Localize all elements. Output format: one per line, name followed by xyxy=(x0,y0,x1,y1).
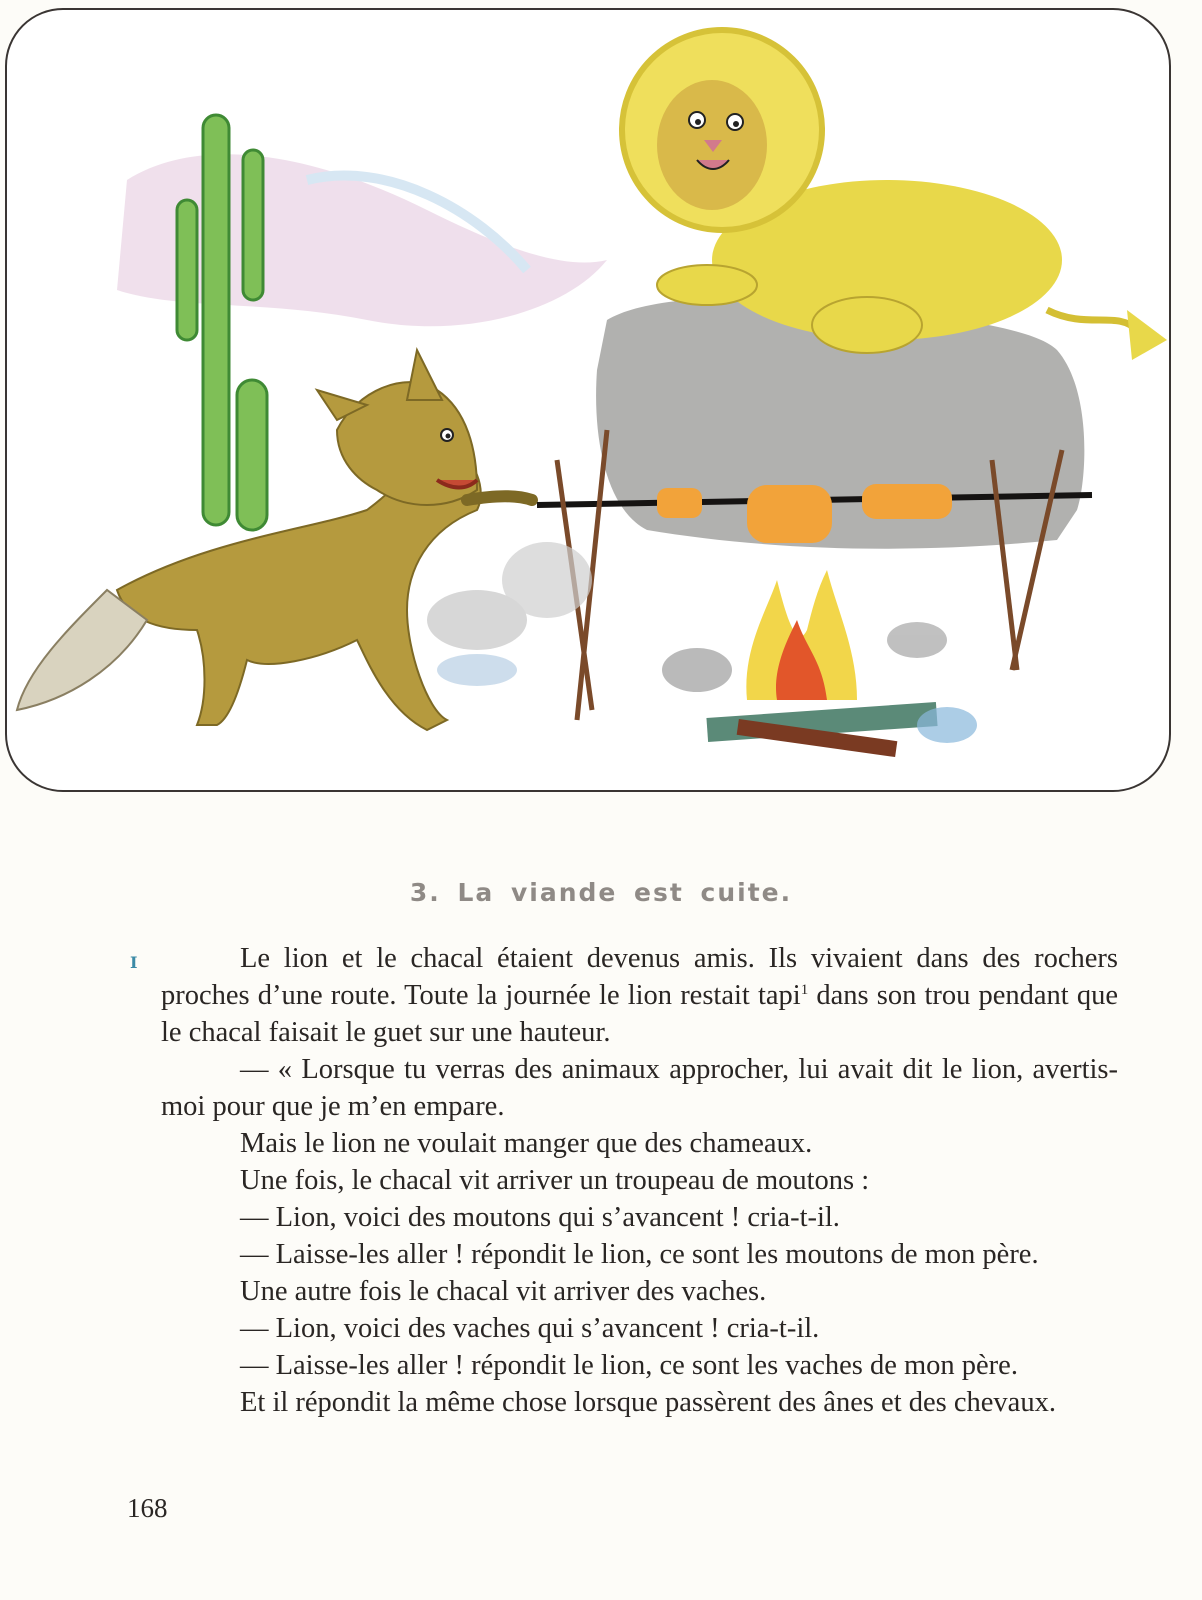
paragraph: Une autre fois le chacal vit arriver des vaches. xyxy=(240,1276,767,1307)
paragraph: — « Lorsque tu verras des animaux approcher, lui avait dit le lion, avertis-moi pour que je m’en empare. xyxy=(161,1054,1118,1122)
paragraph: Mais le lion ne voulait manger que des chameaux. xyxy=(240,1128,813,1159)
paragraph: — Laisse-les aller ! répondit le lion, ce sont les vaches de mon père. xyxy=(240,1350,1018,1381)
page-number: 168 xyxy=(127,1493,168,1523)
paragraph: — Lion, voici des moutons qui s’avancent ! cria-t-il. xyxy=(240,1202,840,1233)
paragraph: Et il répondit la même chose lorsque passèrent des ânes et des chevaux. xyxy=(240,1387,1056,1418)
paragraph: — Laisse-les aller ! répondit le lion, ce sont les moutons de mon père. xyxy=(240,1239,1039,1270)
paragraph: Une fois, le chacal vit arriver un troupeau de moutons : xyxy=(240,1165,870,1196)
story-text xyxy=(161,940,1118,1421)
paragraph: — Lion, voici des vaches qui s’avancent ! cria-t-il. xyxy=(240,1313,820,1344)
footnote-ref: 1 xyxy=(800,982,809,998)
lion-jackal-campfire-illustration xyxy=(7,10,1169,790)
paragraph-text: dans son trou pendant que le chacal faisait le guet sur une hauteur. xyxy=(161,980,1119,1048)
paragraph xyxy=(161,940,1118,1051)
illustration-frame xyxy=(5,8,1171,792)
section-marker: I xyxy=(130,953,138,972)
paragraph-text: Le lion et le chacal étaient devenus amis. Ils vivaient dans des rochers proches d’une route. Toute la journée le lion restait tapi xyxy=(161,943,1118,1011)
chapter-title: 3. La viande est cuite. xyxy=(409,878,793,907)
campfire xyxy=(706,570,937,757)
